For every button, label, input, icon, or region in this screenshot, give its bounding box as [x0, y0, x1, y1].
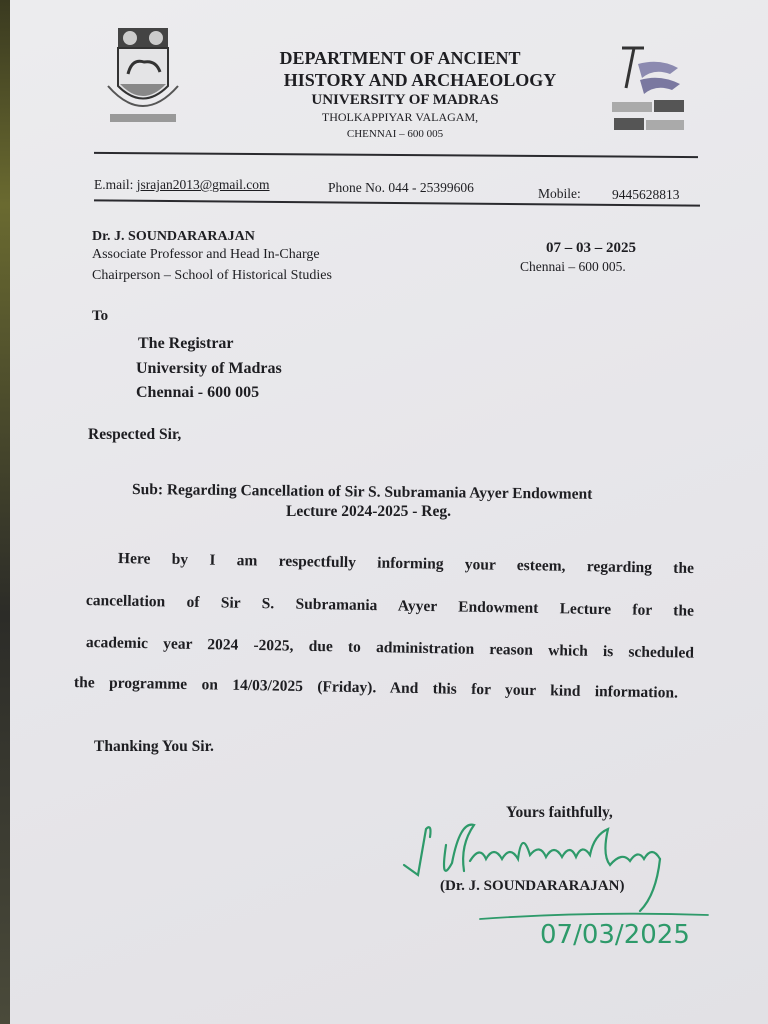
address-line2: CHENNAI – 600 005 — [346, 128, 444, 140]
university-name: UNIVERSITY OF MADRAS — [311, 92, 499, 108]
email-label: E.mail: — [94, 177, 134, 192]
university-crest-logo — [100, 26, 185, 136]
letter-date: 07 – 03 – 2025 — [546, 240, 636, 256]
phone-number: Phone No. 044 - 25399606 — [328, 180, 474, 195]
anniversary-logo — [610, 44, 690, 144]
body-line-1: Here by I am respectfully informing your esteem, regarding the — [117, 550, 695, 578]
letter-place: Chennai – 600 005. — [520, 259, 626, 274]
signoff: Yours faithfully, — [506, 804, 613, 821]
recipient-line2: University of Madras — [136, 360, 282, 377]
body-line-4: the programme on 14/03/2025 (Friday). And this for your kind information. — [73, 674, 679, 702]
signatory-name: (Dr. J. SOUNDARARAJAN) — [440, 878, 625, 894]
mobile-label: Mobile: — [538, 186, 581, 201]
department-name-line2: HISTORY AND ARCHAEOLOGY — [283, 70, 557, 90]
body-line-2: cancellation of Sir S. Subramania Ayyer Endowment Lecture for the — [85, 592, 695, 620]
signature-date: 07/03/2025 — [540, 920, 690, 950]
to-label: To — [92, 308, 109, 324]
closing: Thanking You Sir. — [94, 738, 214, 755]
sender-chair: Chairperson – School of Historical Studies — [92, 268, 332, 283]
body-line-3: academic year 2024 -2025, due to administration reason which is scheduled — [85, 634, 695, 662]
mobile-number: 9445628813 — [612, 187, 680, 202]
sender-name: Dr. J. SOUNDARARAJAN — [92, 229, 255, 244]
address-line1: THOLKAPPIYAR VALAGAM, — [321, 110, 479, 124]
recipient-line1: The Registrar — [138, 335, 234, 352]
salutation: Respected Sir, — [88, 426, 182, 443]
email-link[interactable]: jsrajan2013@gmail.com — [136, 177, 270, 192]
recipient-line3: Chennai - 600 005 — [136, 384, 260, 401]
header-divider-top — [94, 152, 698, 158]
letter-page — [10, 0, 768, 1024]
sender-title: Associate Professor and Head In-Charge — [92, 247, 320, 262]
department-name-line1: DEPARTMENT OF ANCIENT — [279, 48, 521, 68]
subject-line1: Sub: Regarding Cancellation of Sir S. Subramania Ayyer Endowment — [131, 481, 593, 503]
email-contact — [94, 177, 270, 193]
header-divider-bottom — [94, 199, 700, 206]
subject-line2: Lecture 2024-2025 - Reg. — [286, 503, 452, 520]
